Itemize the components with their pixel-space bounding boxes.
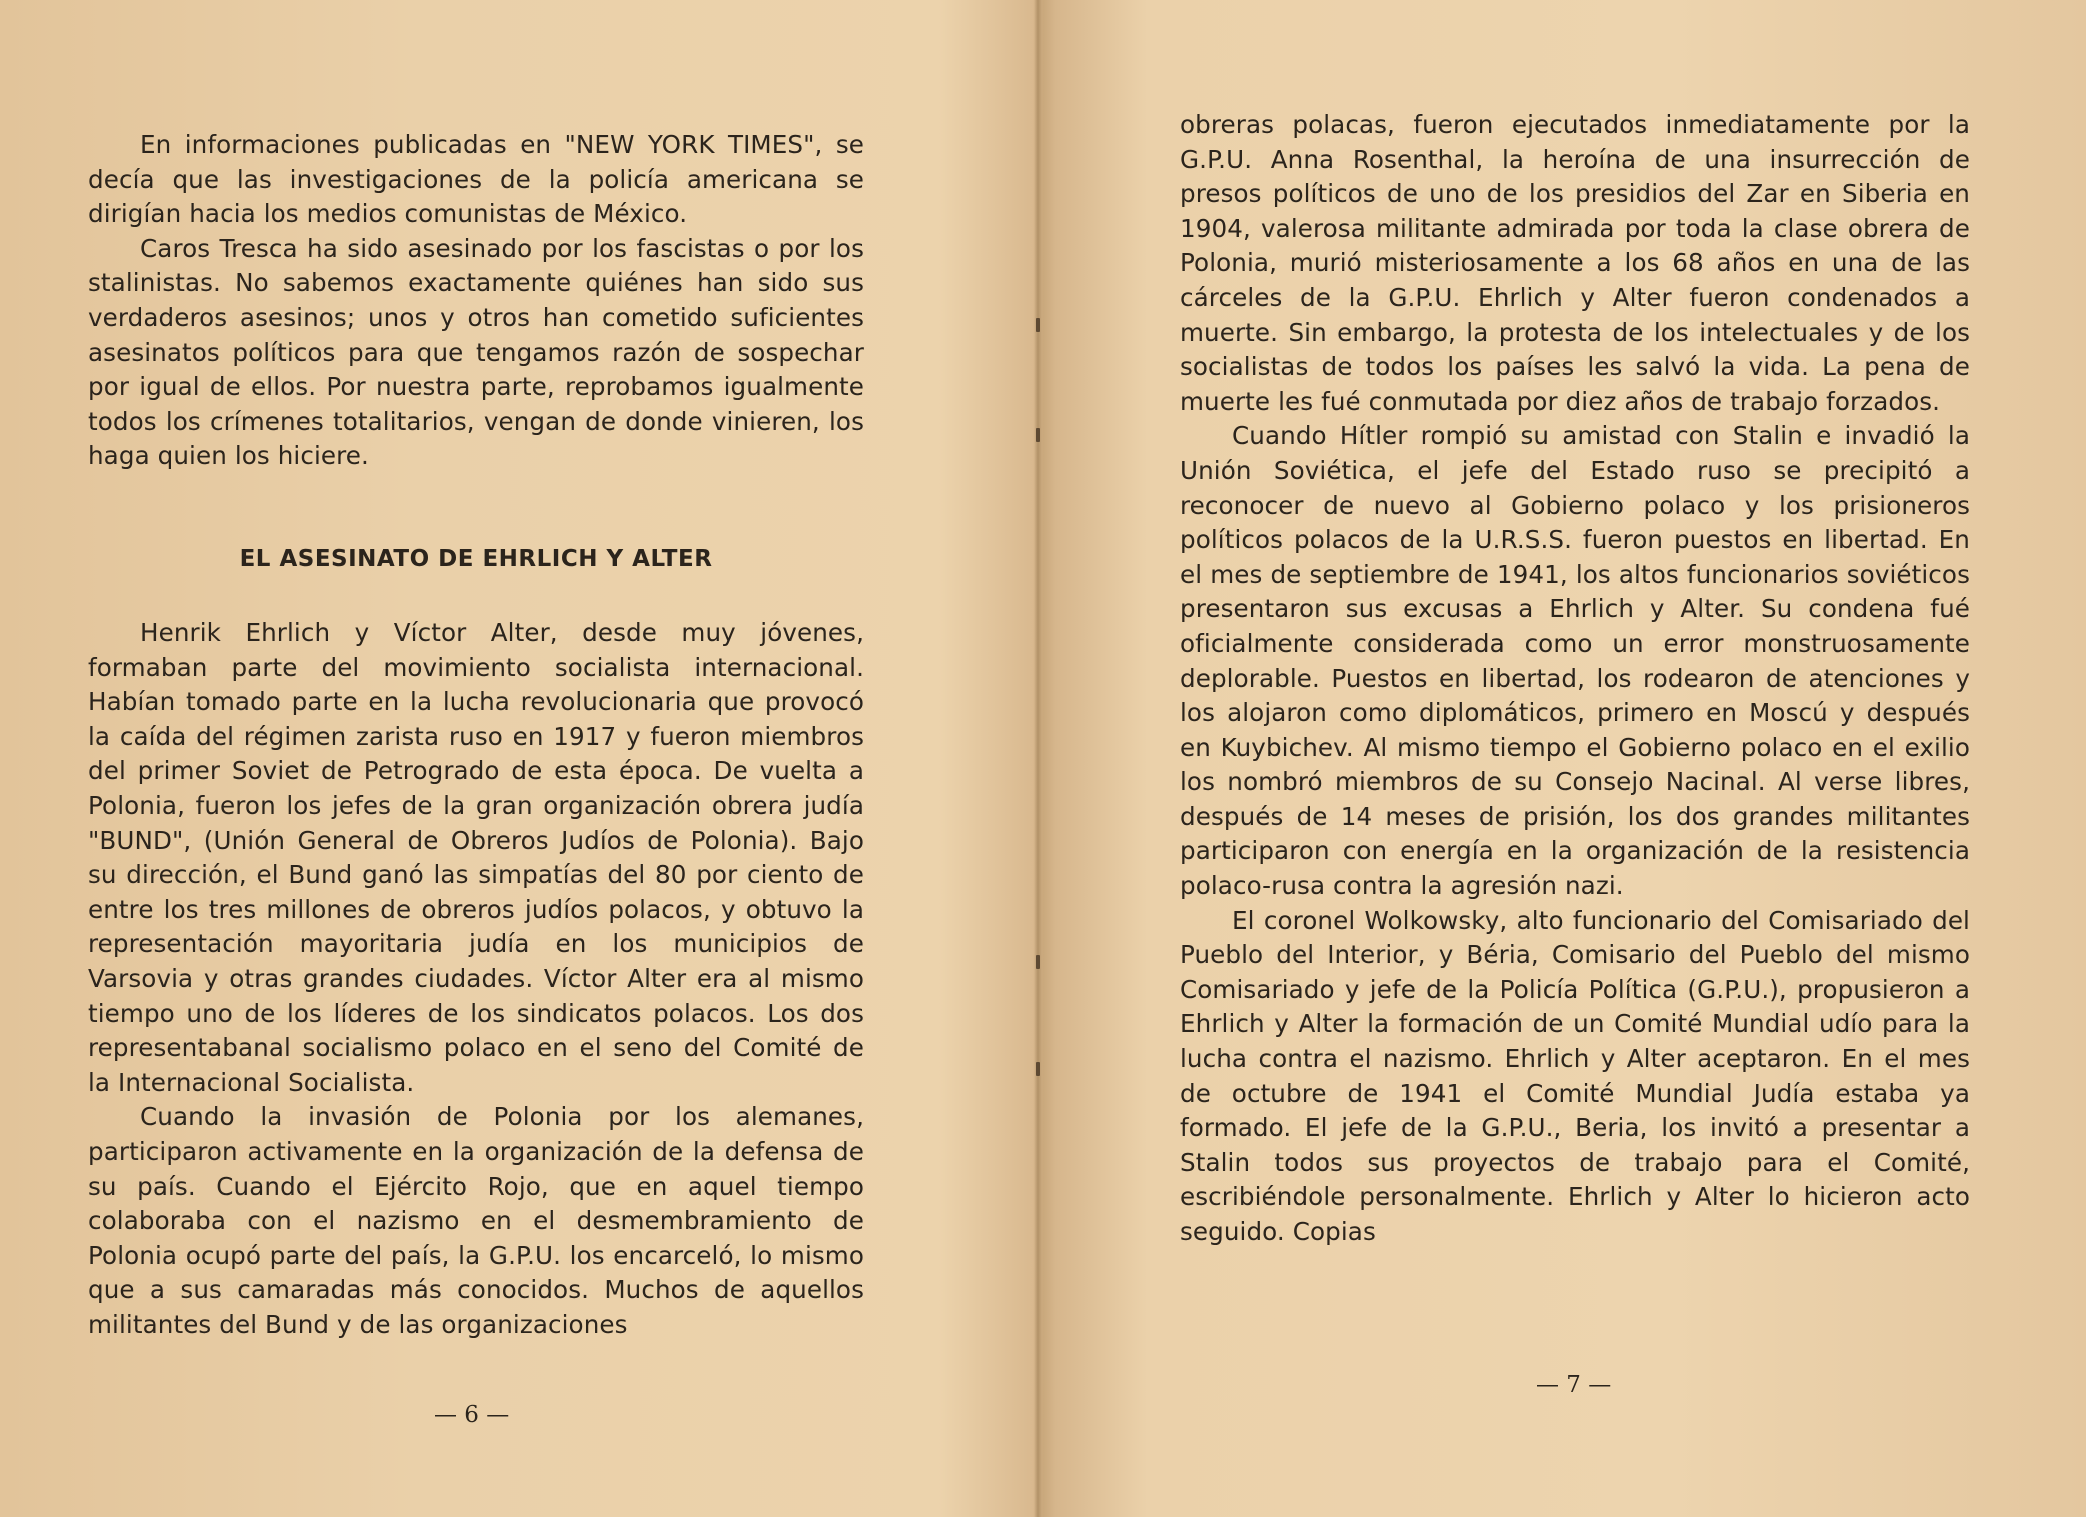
- paragraph: Henrik Ehrlich y Víctor Alter, desde muy jóvenes, formaban parte del movimiento socialista internacional. Habían tomado parte en la lucha revolucionaria que provocó la caída del régimen zarista ruso en 1917 y fueron miembros del primer Soviet de Petrogrado de esta época. De vuelta a Polonia, fueron los jefes de la gran organización obrera judía "BUND", (Unión General de Obreros Judíos de Polonia). Bajo su dirección, el Bund ganó las simpatías del 80 por ciento de entre los tres millones de obreros judíos polacos, y obtuvo la representación mayoritaria judía en los municipios de Varsovia y otras grandes ciudades. Víctor Alter era al mismo tiempo uno de los líderes de los sindicatos polacos. Los dos representabanal socialismo polaco en el seno del Comité de la Internacional Socialista.: [88, 618, 864, 1097]
- page-number: — 6 —: [434, 1402, 510, 1428]
- book-gutter: [1034, 0, 1042, 1517]
- left-page: [88, 0, 864, 1517]
- paragraph: En informaciones publicadas en "NEW YORK TIMES", se decía que las investigaciones de la policía americana se dirigían hacia los medios comunistas de México.: [88, 130, 864, 229]
- paragraph: Cuando Hítler rompió su amistad con Stalin e invadió la Unión Soviética, el jefe del Estado ruso se precipitó a reconocer de nuevo al Gobierno polaco y los prisioneros políticos polacos de la U.R.S.S. fueron puestos en libertad. En el mes de septiembre de 1941, los altos funcionarios soviéticos presentaron sus excusas a Ehrlich y Alter. Su condena fué oficialmente considerada como un error monstruosamente deplorable. Puestos en libertad, los rodearon de atenciones y los alojaron como diplomáticos, primero en Moscú y después en Kuybichev. Al mismo tiempo el Gobierno polaco en el exilio los nombró miembros de su Consejo Nacinal. Al verse libres, después de 14 meses de prisión, los dos grandes militantes participaron con energía en la organización de la resistencia polaco-rusa contra la agresión nazi.: [1180, 421, 1970, 901]
- paragraph: El coronel Wolkowsky, alto funcionario del Comisariado del Pueblo del Interior, y Béria, Comisario del Pueblo del mismo Comisariado y jefe de la Policía Política (G.P.U.), propusieron a Ehrlich y Alter la formación de un Comité Mundial udío para la lucha contra el nazismo. Ehrlich y Alter aceptaron. En el mes de octubre de 1941 el Comité Mundial Judía estaba ya formado. El jefe de la G.P.U., Beria, los invitó a presentar a Stalin todos sus proyectos de trabajo para el Comité, escribiéndole personalmente. Ehrlich y Alter lo hicieron acto seguido. Copias: [1180, 905, 1970, 1246]
- staple: [1036, 318, 1040, 332]
- paragraph: Caros Tresca ha sido asesinado por los fascistas o por los stalinistas. No sabemos exactamente quiénes han sido sus verdaderos asesinos; unos y otros han cometido suficientes asesinatos políticos para que tengamos razón de sospechar por igual de ellos. Por nuestra parte, reprobamos igualmente todos los crímenes totalitarios, vengan de donde vinieren, los haga quien los hiciere.: [88, 233, 864, 471]
- left-opening-text: [88, 128, 864, 474]
- staple: [1036, 428, 1040, 442]
- section-heading: EL ASESINATO DE EHRLICH Y ALTER: [239, 546, 713, 572]
- page-number: — 7 —: [1536, 1372, 1612, 1398]
- left-section-text: [88, 616, 864, 1342]
- paragraph: Cuando la invasión de Polonia por los alemanes, participaron activamente en la organización de la defensa de su país. Cuando el Ejército Rojo, que en aquel tiempo colaboraba con el nazismo en el desmembramiento de Polonia ocupó parte del país, la G.P.U. los encarceló, lo mismo que a sus camaradas más conocidos. Muchos de aquellos militantes del Bund y de las organizaciones: [88, 1102, 864, 1339]
- staple: [1036, 955, 1040, 969]
- paragraph: obreras polacas, fueron ejecutados inmediatamente por la G.P.U. Anna Rosenthal, la heroína de una insurrección de presos políticos de uno de los presidios del Zar en Siberia en 1904, valerosa militante admirada por toda la clase obrera de Polonia, murió misteriosamente a los 68 años en una de las cárceles de la G.P.U. Ehrlich y Alter fueron condenados a muerte. Sin embargo, la protesta de los intelectuales y de los socialistas de todos los países les salvó la vida. La pena de muerte les fué conmutada por diez años de trabajo forzados.: [1180, 110, 1970, 416]
- right-text: [1180, 108, 1970, 1250]
- staple: [1036, 1062, 1040, 1076]
- right-page: [1180, 0, 1970, 1517]
